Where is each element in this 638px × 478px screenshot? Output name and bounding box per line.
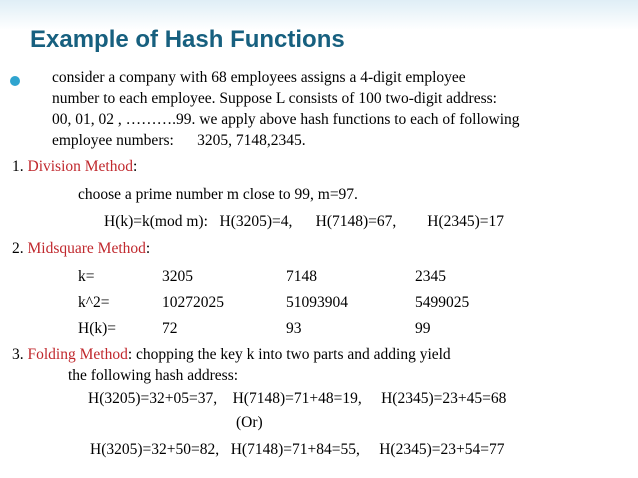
intro-line-2: number to each employee. Suppose L consists of 100 two-digit address: [52, 90, 497, 107]
intro-line-4: employee numbers: 3205, 7148,2345. [52, 132, 306, 149]
midsquare-row-1-col-2: 7148 [286, 268, 317, 285]
midsquare-row-3-col-2: 93 [286, 320, 302, 337]
midsquare-row-2-col-1: 10272025 [162, 294, 224, 311]
midsquare-row-2-col-3: 5499025 [415, 294, 470, 311]
midsquare-row-3-label: H(k)= [78, 320, 117, 337]
bullet-dot-icon [10, 76, 20, 86]
slide-title: Example of Hash Functions [30, 26, 345, 53]
midsquare-row-1-col-3: 2345 [415, 268, 446, 285]
folding-number: 3. [12, 346, 28, 363]
midsquare-row-2-col-2: 51093904 [286, 294, 348, 311]
midsquare-colon: : [145, 240, 151, 257]
division-line-2: H(k)=k(mod m): H(3205)=4, H(7148)=67, H(2345)=17 [104, 213, 505, 230]
folding-or-label: (Or) [236, 414, 263, 431]
midsquare-row-3-col-1: 72 [162, 320, 178, 337]
folding-equation-1: H(3205)=32+05=37, H(7148)=71+48=19, H(2345)=23+45=68 [88, 390, 507, 407]
division-number: 1. [12, 158, 28, 175]
midsquare-row-1-col-1: 3205 [162, 268, 193, 285]
midsquare-row-1-label: k= [78, 268, 95, 285]
division-colon: : [133, 158, 138, 175]
folding-heading [12, 346, 451, 364]
midsquare-row-3-col-3: 99 [415, 320, 431, 337]
division-heading [12, 158, 137, 176]
division-line-1: choose a prime number m close to 99, m=97. [78, 186, 358, 203]
midsquare-heading [12, 240, 150, 258]
intro-line-3: 00, 01, 02 , ……….99. we apply above hash functions to each of following [52, 111, 520, 128]
midsquare-row-2-label: k^2= [78, 294, 110, 311]
intro-paragraph [52, 67, 622, 151]
folding-description: : chopping the key k into two parts and adding yield [127, 346, 451, 363]
folding-method-name: Folding Method [27, 346, 128, 363]
division-method-name: Division Method [27, 158, 133, 175]
midsquare-method-name: Midsquare Method [27, 240, 146, 257]
folding-description-line-2: the following hash address: [68, 367, 239, 384]
midsquare-number: 2. [12, 240, 28, 257]
folding-equation-2: H(3205)=32+50=82, H(7148)=71+84=55, H(2345)=23+54=77 [90, 441, 505, 458]
intro-line-1: consider a company with 68 employees assigns a 4-digit employee [52, 69, 466, 86]
